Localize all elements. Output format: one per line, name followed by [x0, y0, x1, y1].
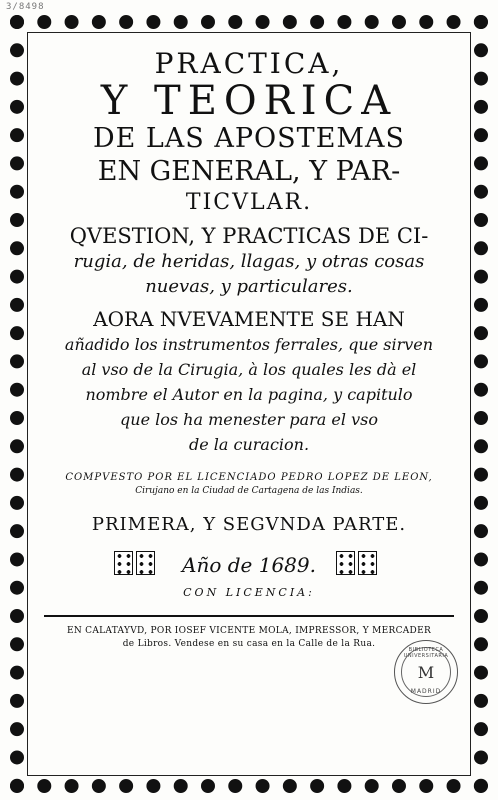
- shelfmark: 3/8498: [6, 2, 45, 12]
- imprint-rule: [44, 615, 454, 617]
- stamp-bottom-text: MADRID: [410, 688, 442, 695]
- addition-line-3: al vso de la Cirugia, à los quales les dà el: [81, 360, 417, 379]
- addition-line-4: nombre el Autor en la pagina, y capitulo: [85, 385, 413, 404]
- title-line-4: EN GENERAL, Y PAR-: [97, 156, 401, 187]
- question-line-2: rugia, de heridas, llagas, y otras cosas: [73, 251, 425, 272]
- fleuron-row: [30, 549, 468, 583]
- title-page: [30, 40, 468, 651]
- question-line-1: QVESTION, Y PRACTICAS DE CI-: [69, 224, 429, 248]
- addition-line-5: que los ha menester para el vso: [120, 410, 378, 429]
- stamp-top-text: BIBLIOTECA UNIVERSITARIA: [403, 647, 449, 659]
- library-stamp-icon: [394, 640, 458, 704]
- title-line-1: PRACTICA,: [154, 48, 344, 80]
- imprint-line-1: EN CALATAYVD, POR IOSEF VICENTE MOLA, IMPRESSOR, Y MERCADER: [66, 626, 432, 636]
- imprint-year: Año de 1689.: [182, 553, 316, 577]
- parts-line: PRIMERA, Y SEGVNDA PARTE.: [91, 514, 407, 535]
- author-line: COMPVESTO POR EL LICENCIADO PEDRO LOPEZ DE LEON,: [65, 472, 433, 483]
- question-line-3: nuevas, y particulares.: [145, 276, 353, 297]
- licence-line: CON LICENCIA:: [183, 586, 315, 599]
- imprint-line-2: de Libros. Vendese en su casa en la Calle de la Rua.: [122, 639, 376, 649]
- addition-line-1: AORA NVEVAMENTE SE HAN: [93, 307, 405, 331]
- title-line-3: DE LAS APOSTEMAS: [92, 123, 406, 154]
- author-profession: Cirujano en la Ciudad de Cartagena de las Indias.: [135, 486, 363, 496]
- fleuron-ornament-icon: [336, 551, 380, 575]
- stamp-mid-text: M: [417, 663, 435, 682]
- title-line-2: Y TEORICA: [100, 80, 398, 122]
- addition-line-6: de la curacion.: [188, 435, 310, 454]
- addition-line-2: añadido los instrumentos ferrales, que sirven: [64, 335, 434, 354]
- title-line-5: TICVLAR.: [185, 190, 313, 215]
